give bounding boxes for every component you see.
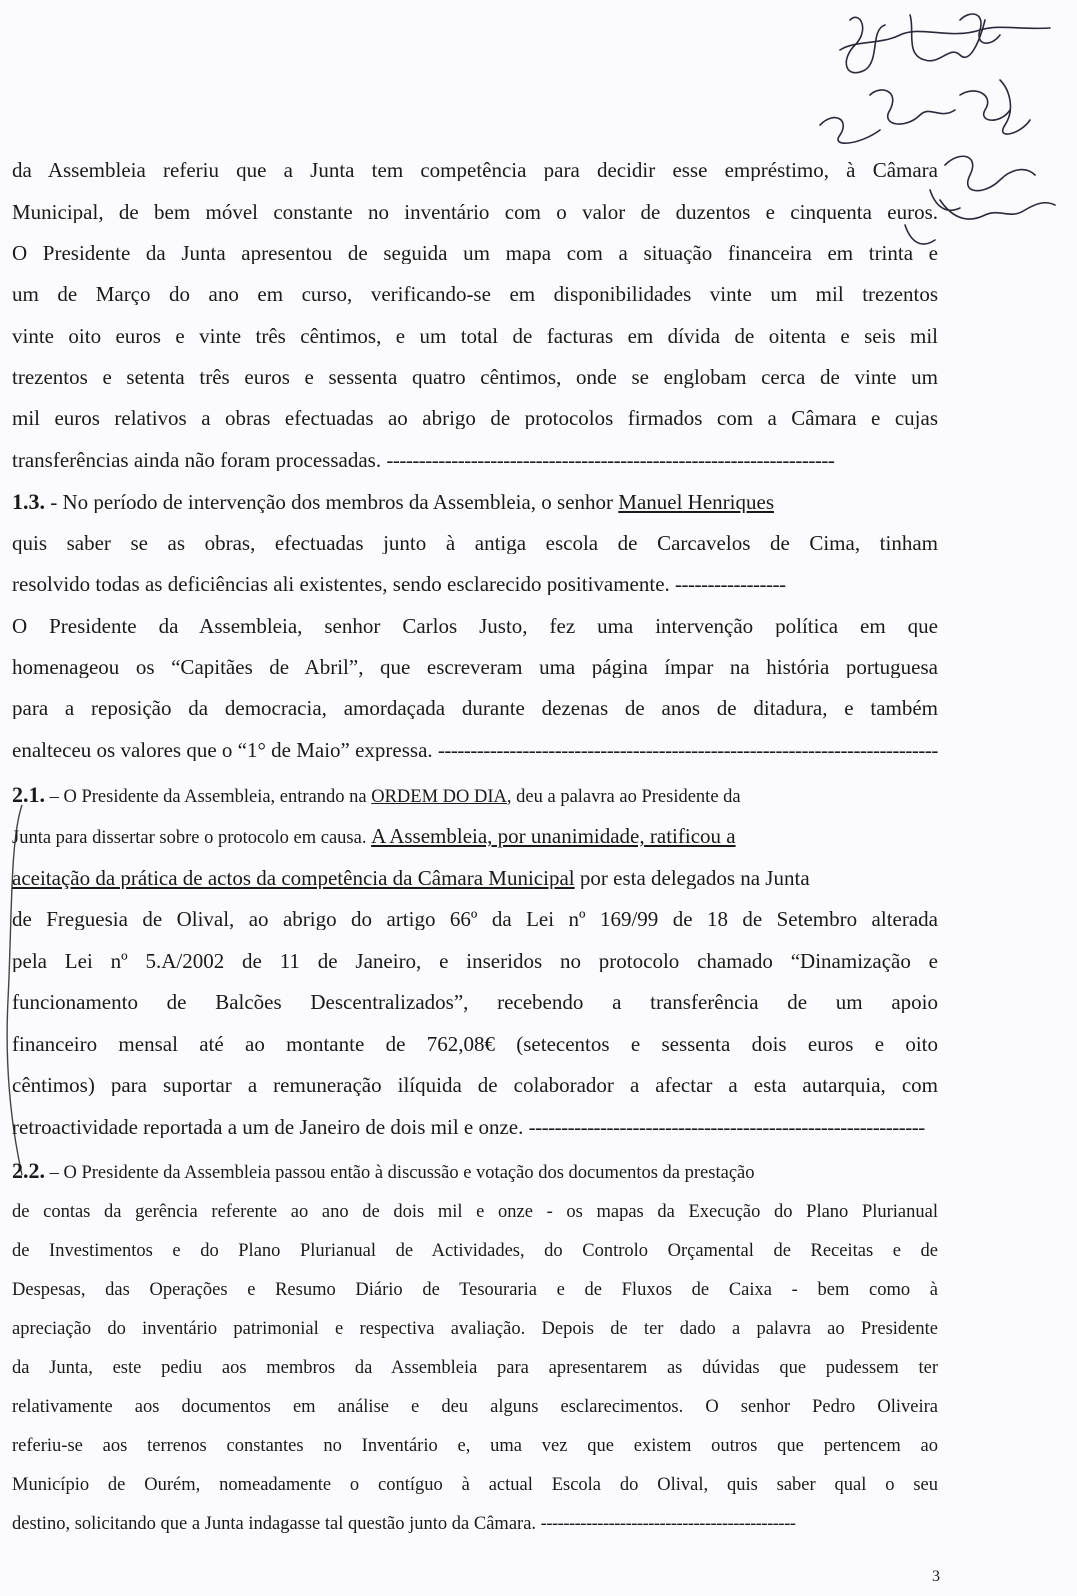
text-fragment: transferências ainda não foram processadas.	[12, 450, 382, 471]
section-2-2-line	[12, 1160, 938, 1183]
text-fragment: – O Presidente da Assembleia, entrando na	[45, 787, 372, 807]
underlined-resolution: A Assembleia, por unanimidade, ratificou a	[371, 826, 736, 848]
text-line: referiu-se aos terrenos constantes no Inventário e, uma vez que existem outros que pertencem ao	[12, 1437, 938, 1456]
text-fragment: - No período de intervenção dos membros da Assembleia, o senhor	[45, 491, 619, 513]
page-number: 3	[932, 1568, 940, 1585]
text-line: de Investimentos e do Plano Plurianual de Actividades, do Controlo Orçamental de Receitas e de	[12, 1242, 938, 1261]
text-line: O Presidente da Junta apresentou de seguida um mapa com a situação financeira em trinta e	[12, 243, 938, 264]
text-line: funcionamento de Balcões Descentralizados”, recebendo a transferência de um apoio	[12, 992, 938, 1013]
text-line: vinte oito euros e vinte três cêntimos, e um total de facturas em dívida de oitenta e seis mil	[12, 326, 938, 347]
text-line	[12, 450, 938, 471]
dash-fill: -----------------	[675, 574, 786, 595]
text-fragment: , deu a palavra ao Presidente da	[506, 787, 741, 807]
text-line	[12, 1515, 938, 1534]
underlined-name: Manuel Henriques	[618, 491, 774, 513]
handwritten-signatures	[810, 0, 1077, 270]
text-line	[12, 740, 938, 761]
text-line: Municipal, de bem móvel constante no inventário com o valor de duzentos e cinquenta euros.	[12, 202, 938, 223]
text-fragment: Junta para dissertar sobre o protocolo em causa.	[12, 828, 372, 848]
text-line: Município de Ourém, nomeadamente o contíguo à actual Escola do Olival, quis saber qual o seu	[12, 1476, 938, 1495]
text-line: para a reposição da democracia, amordaçada durante dezenas de anos de ditadura, e também	[12, 698, 938, 719]
text-fragment: por esta delegados na Junta	[574, 868, 810, 889]
dash-fill: -------------------------------------------------------------	[528, 1117, 925, 1138]
text-fragment: enalteceu os valores que o “1° de Maio” expressa.	[12, 740, 433, 761]
section-number-2-2: 2.2.	[12, 1160, 45, 1183]
text-line: trezentos e setenta três euros e sessenta quatro cêntimos, onde se englobam cerca de vinte um	[12, 367, 938, 388]
text-line: relativamente aos documentos em análise e deu alguns esclarecimentos. O senhor Pedro Oliveira	[12, 1398, 938, 1417]
underlined-resolution: aceitação da prática de actos da competência da Câmara Municipal	[12, 868, 575, 889]
text-line: de contas da gerência referente ao ano de dois mil e onze - os mapas da Execução do Plano Plurianual	[12, 1203, 938, 1222]
text-line: um de Março do ano em curso, verificando-se em disponibilidades vinte um mil trezentos	[12, 284, 938, 305]
text-line: cêntimos) para suportar a remuneração ilíquida de colaborador a afectar a esta autarquia, com	[12, 1075, 938, 1096]
text-line: apreciação do inventário patrimonial e respectiva avaliação. Depois de ter dado a palavra ao Presidente	[12, 1320, 938, 1339]
underlined-ordem-do-dia: ORDEM DO DIA	[371, 787, 507, 807]
text-line: homenageou os “Capitães de Abril”, que escreveram uma página ímpar na história portuguesa	[12, 657, 938, 678]
dash-fill: ---------------------------------------------	[540, 1515, 796, 1534]
text-line	[12, 826, 938, 848]
text-line	[12, 574, 938, 595]
text-line: pela Lei nº 5.A/2002 de 11 de Janeiro, e inseridos no protocolo chamado “Dinamização e	[12, 951, 938, 972]
section-number-2-1: 2.1.	[12, 784, 45, 807]
text-line: financeiro mensal até ao montante de 762,08€ (setecentos e sessenta dois euros e oito	[12, 1034, 938, 1055]
text-line: da Assembleia referiu que a Junta tem competência para decidir esse empréstimo, à Câmara	[12, 160, 938, 181]
text-line: quis saber se as obras, efectuadas junto à antiga escola de Carcavelos de Cima, tinham	[12, 533, 938, 554]
text-fragment: retroactividade reportada a um de Janeiro de dois mil e onze.	[12, 1117, 524, 1138]
text-line: mil euros relativos a obras efectuadas ao abrigo de protocolos firmados com a Câmara e cujas	[12, 408, 938, 429]
text-fragment: resolvido todas as deficiências ali existentes, sendo esclarecido positivamente.	[12, 574, 670, 595]
section-2-1-line	[12, 784, 938, 807]
text-fragment: – O Presidente da Assembleia passou então à discussão e votação dos documentos da prestação	[45, 1163, 755, 1183]
text-line: O Presidente da Assembleia, senhor Carlos Justo, fez uma intervenção política em que	[12, 616, 938, 637]
text-line	[12, 1117, 938, 1138]
text-line: de Freguesia de Olival, ao abrigo do artigo 66º da Lei nº 169/99 de 18 de Setembro alterada	[12, 909, 938, 930]
section-1-3-line	[12, 491, 938, 513]
text-line	[12, 868, 938, 889]
dash-fill: -----------------------------------------------------------------------------	[437, 740, 938, 761]
section-number-1-3: 1.3.	[12, 491, 45, 513]
text-line: da Junta, este pediu aos membros da Assembleia para apresentarem as dúvidas que pudessem ter	[12, 1359, 938, 1378]
dash-fill: ---------------------------------------------------------------------	[386, 450, 835, 471]
text-fragment: destino, solicitando que a Junta indagasse tal questão junto da Câmara.	[12, 1515, 537, 1534]
text-line: Despesas, das Operações e Resumo Diário de Tesouraria e de Fluxos de Caixa - bem como à	[12, 1281, 938, 1300]
